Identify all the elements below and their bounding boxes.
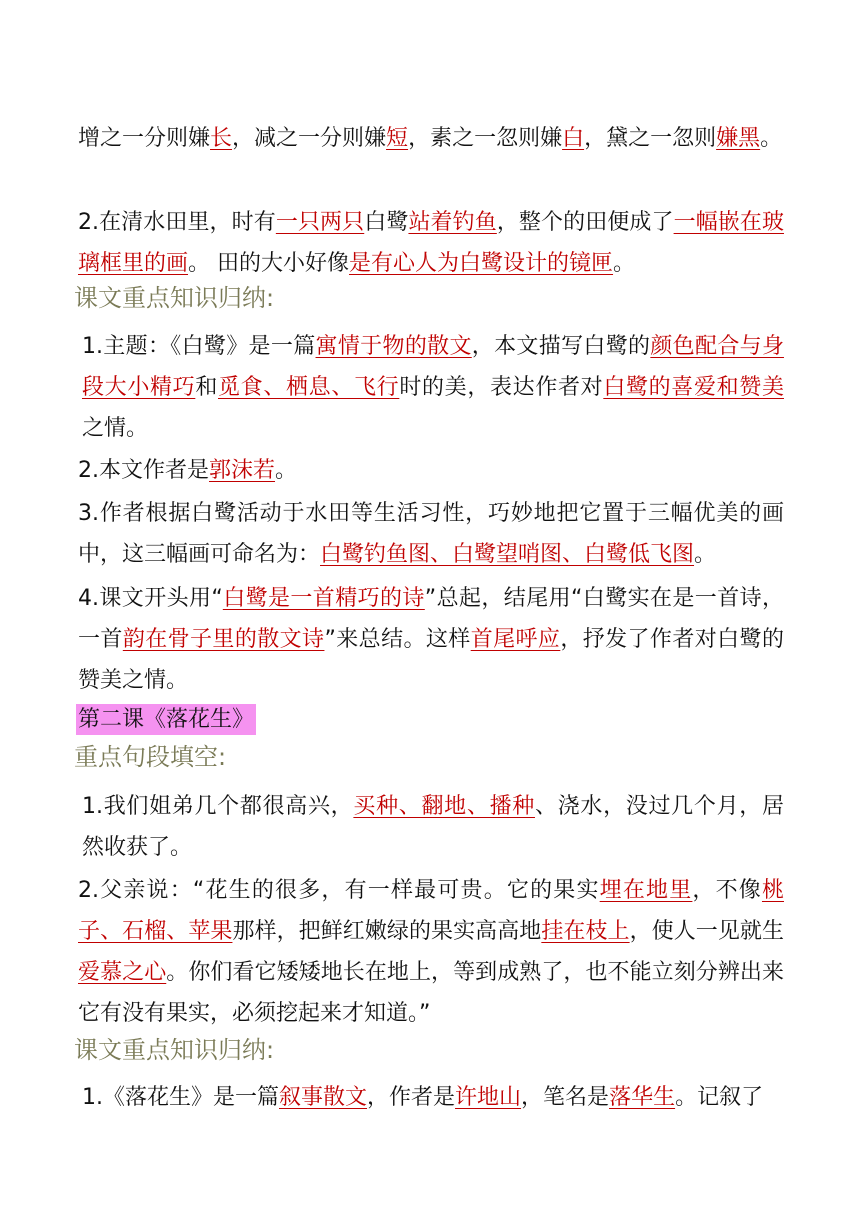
body-text: ，抒发了作者对白鹭的赞美之情。: [78, 627, 784, 693]
body-text: 。: [613, 251, 636, 276]
section-heading-summary-2: 课文重点知识归纳:: [74, 1036, 275, 1064]
body-text: 3.作者根据白鹭活动于水田等生活习性，巧妙地把它置于三幅优美的画中，这三幅画可命名为：: [78, 501, 784, 567]
body-text: ，不像: [692, 878, 762, 903]
body-text: ，减之一分则嫌: [232, 126, 387, 151]
answer-text: 站着钓鱼: [408, 210, 497, 235]
body-text: ，整个的田便成了: [496, 210, 674, 235]
answer-text: 白鹭的喜爱和赞美: [603, 375, 784, 400]
body-text: 1.我们姐弟几个都很高兴，: [82, 794, 354, 819]
fill-in-sentence-1: [82, 786, 784, 868]
knowledge-item-theme: [82, 326, 784, 449]
answer-text: 埋在地里: [599, 878, 693, 903]
answer-text: 一只两只: [275, 210, 365, 235]
body-text: ，黛之一忽则: [584, 126, 717, 151]
answer-text: 挂在枝上: [541, 919, 630, 944]
fill-in-paragraph-1: [78, 118, 784, 159]
answer-text: 许地山: [455, 1085, 522, 1110]
body-text: 4.课文开头用“: [78, 586, 223, 611]
answer-text: 是有心人为白鹭设计的镜匣: [349, 251, 614, 276]
fill-in-sentence-2: [78, 870, 784, 1034]
answer-text: 寓情于物的散文: [315, 334, 472, 359]
knowledge-item-genre: [82, 1077, 784, 1118]
body-text: ”来总结。这样: [324, 627, 471, 652]
body-text: ，作者是: [367, 1085, 456, 1110]
knowledge-item-author: [78, 450, 784, 491]
answer-text: 买种、翻地、播种: [353, 794, 535, 819]
body-text: 增之一分则嫌: [78, 126, 211, 151]
body-text: ，素之一忽则嫌: [408, 126, 563, 151]
body-text: ，使人一见就生: [629, 919, 784, 944]
body-text: ”总起，结尾用“白鹭实在是一首诗，一首: [78, 586, 784, 652]
answer-text: 桃子、石榴、苹果: [78, 878, 784, 944]
answer-text: 韵在骨子里的散文诗: [122, 627, 325, 652]
answer-text: 白: [562, 126, 585, 151]
body-text: 、浇水，没过几个月，居然收获了。: [82, 794, 784, 860]
body-text: ，本文描写白鹭的: [471, 334, 651, 359]
body-text: 。记叙了: [675, 1085, 764, 1110]
answer-text: 一幅嵌在玻璃框里的画: [78, 210, 784, 276]
body-text: 1.《落花生》是一篇: [82, 1085, 279, 1110]
body-text: 。: [760, 126, 783, 151]
answer-text: 觅食、栖息、飞行: [218, 375, 400, 400]
answer-text: 白鹭是一首精巧的诗: [222, 586, 425, 611]
fill-in-paragraph-2: [78, 202, 784, 284]
section-heading-summary: 课文重点知识归纳:: [74, 284, 275, 312]
answer-text: 短: [386, 126, 409, 151]
knowledge-item-pictures: [78, 493, 784, 575]
body-text: 2.父亲说：“花生的很多，有一样最可贵。它的果实: [78, 878, 600, 903]
body-text: 。 田的大小好像: [188, 251, 350, 276]
body-text: ，笔名是: [521, 1085, 610, 1110]
body-text: 白鹭: [364, 210, 409, 235]
answer-text: 郭沫若: [209, 458, 276, 483]
answer-text: 爱慕之心: [78, 960, 167, 985]
answer-text: 落华生: [609, 1085, 676, 1110]
knowledge-item-structure: [78, 578, 784, 701]
answer-text: 嫌黑: [716, 126, 761, 151]
body-text: 2.在清水田里，时有: [78, 210, 276, 235]
body-text: 。: [275, 458, 298, 483]
lesson-title: 第二课《落花生》: [76, 704, 256, 735]
body-text: 。你们看它矮矮地长在地上，等到成熟了，也不能立刻分辨出来它有没有果实，必须挖起来才知道。”: [78, 960, 784, 1026]
answer-text: 叙事散文: [279, 1085, 368, 1110]
body-text: 1.主题：《白鹭》是一篇: [82, 334, 316, 359]
answer-text: 长: [210, 126, 233, 151]
body-text: 。: [694, 542, 717, 567]
answer-text: 颜色配合与身段大小精巧: [82, 334, 784, 400]
body-text: 2.本文作者是: [78, 458, 209, 483]
body-text: 之情。: [82, 416, 149, 441]
body-text: 那样，把鲜红嫩绿的果实高高地: [232, 919, 542, 944]
body-text: 和: [195, 375, 218, 400]
section-heading-fill-in: 重点句段填空:: [74, 743, 227, 771]
answer-text: 首尾呼应: [470, 627, 561, 652]
answer-text: 白鹭钓鱼图、白鹭望哨图、白鹭低飞图: [320, 542, 695, 567]
body-text: 时的美，表达作者对: [399, 375, 604, 400]
